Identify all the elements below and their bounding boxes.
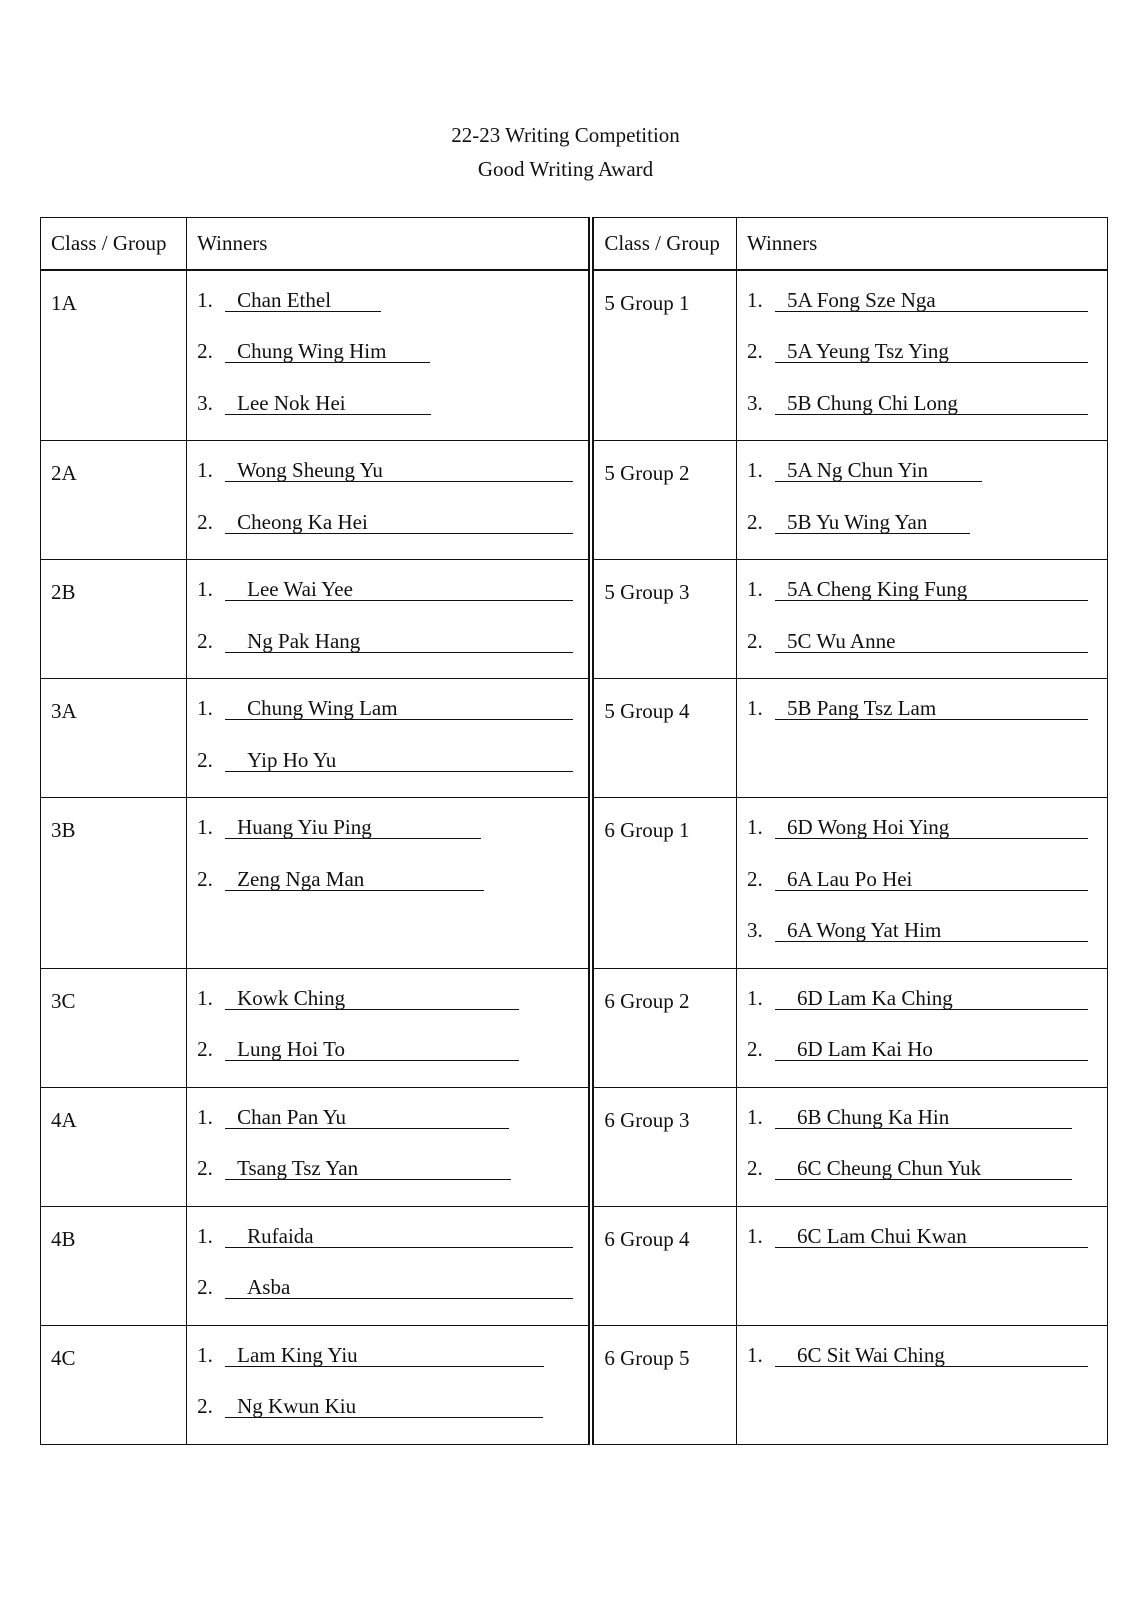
list-item — [197, 1222, 588, 1274]
winner-name: Rufaida — [225, 1225, 573, 1248]
winner-name: 6A Wong Yat Him — [775, 919, 1088, 942]
winner-name: 5A Ng Chun Yin — [775, 459, 982, 482]
table-row — [41, 1087, 1108, 1206]
winners-list — [737, 679, 1107, 746]
class-group-cell — [591, 441, 736, 560]
class-group-label: 6 Group 1 — [604, 818, 690, 842]
list-item — [197, 1035, 588, 1087]
winner-name: 6A Lau Po Hei — [775, 868, 1088, 891]
winner-name: 6C Sit Wai Ching — [775, 1344, 1088, 1367]
winners-list — [737, 560, 1107, 678]
winners-cell — [736, 441, 1107, 560]
winner-name: Wong Sheung Yu — [225, 459, 573, 482]
winners-cell — [187, 679, 592, 798]
winners-list — [187, 1326, 588, 1444]
table-row — [41, 1206, 1108, 1325]
rank-number: 2. — [197, 747, 213, 772]
class-group-cell — [41, 798, 187, 969]
list-item — [197, 508, 588, 560]
rank-number: 2. — [746, 628, 763, 653]
rank-number: 1. — [746, 287, 763, 312]
document-title — [0, 118, 1131, 186]
list-item — [747, 389, 1107, 441]
list-item — [197, 627, 588, 679]
list-item — [747, 1103, 1107, 1155]
winners-list — [737, 441, 1107, 559]
rank-number: 3. — [746, 918, 763, 942]
winners-cell — [736, 798, 1107, 969]
table-row — [41, 679, 1108, 798]
winner-name: Lee Nok Hei — [225, 392, 431, 415]
list-item — [197, 694, 588, 746]
winners-list — [187, 271, 588, 441]
table-body — [41, 270, 1108, 1445]
class-group-label: 6 Group 3 — [604, 1107, 690, 1132]
class-group-cell — [41, 968, 187, 1087]
class-group-cell — [41, 560, 187, 679]
class-group-cell — [591, 1325, 736, 1444]
list-item — [747, 984, 1107, 1036]
class-group-label: 5 Group 4 — [604, 699, 690, 723]
winner-name: 6D Lam Ka Ching — [775, 987, 1088, 1010]
winner-name: Chan Pan Yu — [225, 1106, 509, 1129]
winners-cell — [736, 1325, 1107, 1444]
winners-cell — [187, 968, 592, 1087]
winner-name: Huang Yiu Ping — [225, 816, 481, 839]
winner-name: 5C Wu Anne — [775, 630, 1088, 653]
list-item — [747, 813, 1107, 865]
class-group-label: 2A — [51, 461, 77, 485]
class-group-label: 3C — [51, 988, 76, 1013]
winner-name: Tsang Tsz Yan — [225, 1157, 511, 1180]
winners-list — [737, 1326, 1107, 1393]
list-item — [197, 1341, 588, 1393]
table-row — [41, 798, 1108, 969]
winner-name: 6D Lam Kai Ho — [775, 1038, 1088, 1061]
winners-cell — [736, 1206, 1107, 1325]
winner-name: Zeng Nga Man — [225, 868, 484, 891]
winners-list — [737, 271, 1107, 441]
rank-number: 2. — [197, 1275, 213, 1299]
class-group-label: 5 Group 3 — [604, 580, 690, 604]
table-row — [41, 1325, 1108, 1444]
winner-name: 6C Lam Chui Kwan — [775, 1225, 1088, 1248]
winners-cell — [187, 1206, 592, 1325]
class-group-cell — [591, 1206, 736, 1325]
rank-number: 3. — [746, 390, 763, 415]
list-item — [747, 508, 1107, 560]
winner-name: 6B Chung Ka Hin — [775, 1106, 1072, 1129]
list-item — [197, 1392, 588, 1444]
winner-name: 5B Chung Chi Long — [775, 392, 1088, 415]
winners-list — [187, 560, 588, 678]
rank-number: 2. — [746, 339, 763, 363]
winners-list — [187, 798, 588, 916]
list-item — [197, 575, 588, 627]
winners-cell — [736, 270, 1107, 441]
winners-cell — [187, 270, 592, 441]
rank-number: 2. — [197, 1394, 213, 1418]
winners-list — [187, 969, 588, 1087]
list-item — [197, 746, 588, 798]
rank-number: 2. — [197, 509, 213, 534]
list-item — [747, 1154, 1107, 1206]
header-class-group-right: Class / Group — [591, 218, 736, 270]
rank-number: 2. — [197, 1037, 213, 1061]
winner-name: 6D Wong Hoi Ying — [775, 816, 1088, 839]
winners-cell — [736, 968, 1107, 1087]
class-group-label: 1A — [51, 290, 77, 315]
title-line-1: 22-23 Writing Competition — [451, 123, 680, 147]
winners-cell — [187, 441, 592, 560]
rank-number: 1. — [746, 815, 763, 839]
table-row — [41, 441, 1108, 560]
list-item — [197, 1273, 588, 1325]
header-winners-right: Winners — [736, 218, 1107, 270]
class-group-cell — [41, 441, 187, 560]
rank-number: 1. — [197, 1104, 213, 1129]
list-item — [197, 813, 588, 865]
class-group-label: 6 Group 4 — [604, 1226, 690, 1251]
winner-name: 5B Yu Wing Yan — [775, 511, 970, 534]
winner-name: Lung Hoi To — [225, 1038, 519, 1061]
list-item — [747, 286, 1107, 338]
rank-number: 1. — [197, 458, 213, 482]
winner-name: 5B Pang Tsz Lam — [775, 697, 1088, 720]
winner-name: Ng Pak Hang — [225, 630, 573, 653]
list-item — [747, 1341, 1107, 1393]
list-item — [197, 286, 588, 338]
list-item — [197, 984, 588, 1036]
rank-number: 1. — [746, 985, 763, 1010]
winner-name: Lee Wai Yee — [225, 578, 573, 601]
winners-list — [187, 1207, 588, 1325]
list-item — [197, 1103, 588, 1155]
class-group-cell — [41, 1087, 187, 1206]
header-row — [41, 218, 1108, 270]
class-group-label: 5 Group 1 — [604, 290, 690, 315]
class-group-cell — [41, 270, 187, 441]
class-group-cell — [41, 1325, 187, 1444]
list-item — [747, 694, 1107, 746]
rank-number: 2. — [197, 339, 213, 363]
winners-list — [737, 798, 1107, 968]
rank-number: 1. — [197, 815, 213, 839]
award-table — [40, 217, 1108, 1445]
winners-cell — [187, 798, 592, 969]
table-row — [41, 560, 1108, 679]
class-group-cell — [591, 560, 736, 679]
class-group-label: 6 Group 5 — [604, 1345, 690, 1370]
winner-name: 5A Yeung Tsz Ying — [775, 340, 1088, 363]
list-item — [197, 1154, 588, 1206]
list-item — [747, 627, 1107, 679]
rank-number: 2. — [746, 1037, 763, 1061]
rank-number: 2. — [746, 509, 763, 534]
list-item — [197, 456, 588, 508]
rank-number: 1. — [746, 696, 763, 720]
class-group-cell — [41, 679, 187, 798]
winners-cell — [736, 560, 1107, 679]
header-winners-left: Winners — [187, 218, 592, 270]
class-group-cell — [591, 270, 736, 441]
rank-number: 1. — [746, 1104, 763, 1129]
class-group-label: 4A — [51, 1107, 77, 1132]
winner-name: Kowk Ching — [225, 987, 519, 1010]
winners-cell — [187, 560, 592, 679]
list-item — [747, 865, 1107, 917]
rank-number: 1. — [197, 1342, 213, 1367]
rank-number: 1. — [197, 577, 213, 601]
rank-number: 2. — [197, 866, 213, 891]
winner-name: Lam King Yiu — [225, 1344, 544, 1367]
class-group-label: 4C — [51, 1345, 76, 1370]
class-group-label: 2B — [51, 580, 76, 604]
winner-name: Yip Ho Yu — [225, 749, 573, 772]
list-item — [747, 1222, 1107, 1274]
list-item — [747, 575, 1107, 627]
winners-list — [737, 1207, 1107, 1274]
winners-cell — [187, 1087, 592, 1206]
winner-name: Asba — [225, 1276, 573, 1299]
winners-cell — [187, 1325, 592, 1444]
list-item — [747, 916, 1107, 968]
rank-number: 2. — [197, 628, 213, 653]
class-group-label: 5 Group 2 — [604, 461, 690, 485]
rank-number: 2. — [746, 866, 763, 891]
class-group-cell — [591, 679, 736, 798]
winners-list — [737, 1088, 1107, 1206]
class-group-label: 3B — [51, 818, 76, 842]
winners-list — [187, 1088, 588, 1206]
class-group-cell — [591, 968, 736, 1087]
class-group-cell — [41, 1206, 187, 1325]
winners-list — [187, 441, 588, 559]
winner-name: Cheong Ka Hei — [225, 511, 573, 534]
rank-number: 3. — [197, 390, 213, 415]
list-item — [197, 389, 588, 441]
rank-number: 1. — [746, 577, 763, 601]
rank-number: 1. — [197, 1223, 213, 1248]
winner-name: 6C Cheung Chun Yuk — [775, 1157, 1072, 1180]
winner-name: Chung Wing Lam — [225, 697, 573, 720]
rank-number: 1. — [746, 458, 763, 482]
list-item — [747, 337, 1107, 389]
winner-name: Ng Kwun Kiu — [225, 1395, 543, 1418]
header-class-group-left: Class / Group — [41, 218, 187, 270]
table-row — [41, 270, 1108, 441]
winner-name: Chan Ethel — [225, 289, 381, 312]
rank-number: 1. — [197, 287, 213, 312]
rank-number: 2. — [197, 1156, 213, 1180]
class-group-label: 4B — [51, 1226, 76, 1251]
list-item — [197, 865, 588, 917]
winners-cell — [736, 1087, 1107, 1206]
table-row — [41, 968, 1108, 1087]
winners-cell — [736, 679, 1107, 798]
rank-number: 1. — [197, 696, 213, 720]
rank-number: 1. — [746, 1223, 763, 1248]
list-item — [747, 456, 1107, 508]
rank-number: 2. — [746, 1156, 763, 1180]
winner-name: 5A Cheng King Fung — [775, 578, 1088, 601]
list-item — [197, 337, 588, 389]
class-group-cell — [591, 1087, 736, 1206]
winners-list — [737, 969, 1107, 1087]
winner-name: 5A Fong Sze Nga — [775, 289, 1088, 312]
title-line-2: Good Writing Award — [477, 157, 654, 181]
rank-number: 1. — [197, 985, 213, 1010]
class-group-label: 6 Group 2 — [604, 988, 690, 1013]
winners-list — [187, 679, 588, 797]
class-group-label: 3A — [51, 699, 77, 723]
rank-number: 1. — [746, 1342, 763, 1367]
winner-name: Chung Wing Him — [225, 340, 430, 363]
class-group-cell — [591, 798, 736, 969]
list-item — [747, 1035, 1107, 1087]
